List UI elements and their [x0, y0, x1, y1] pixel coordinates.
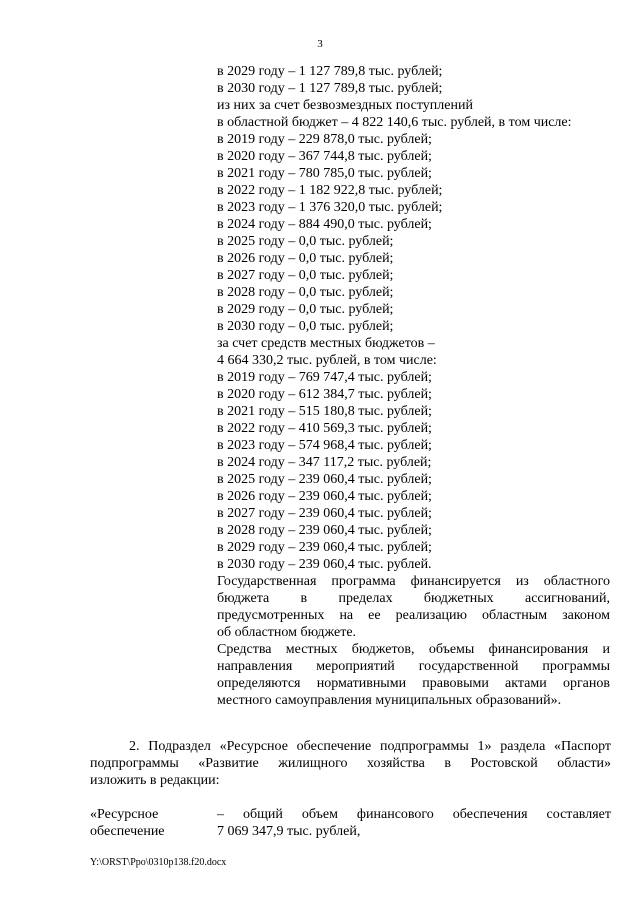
funding-line: в 2022 году – 1 182 922,8 тыс. рублей; — [217, 183, 443, 198]
funding-line: в 2029 году – 0,0 тыс. рублей; — [217, 302, 394, 317]
resource-text-line: – общий объем финансового обеспечения составляет — [217, 807, 611, 822]
funding-line: в 2029 году – 239 060,4 тыс. рублей; — [217, 540, 432, 555]
funding-line: 4 664 330,2 тыс. рублей, в том числе: — [217, 353, 437, 368]
paragraph-line: изложить в редакции: — [90, 773, 220, 788]
paragraph-line: об областном бюджете. — [217, 625, 357, 640]
funding-line: в 2019 году – 769 747,4 тыс. рублей; — [217, 370, 432, 385]
funding-line: в 2025 году – 0,0 тыс. рублей; — [217, 234, 394, 249]
paragraph-line: Государственная программа финансируется из областного — [217, 574, 610, 589]
paragraph-line: 2. Подраздел «Ресурсное обеспечение подпрограммы 1» раздела «Паспорт — [129, 739, 611, 754]
funding-lines — [217, 63, 610, 573]
funding-line: в 2023 году – 1 376 320,0 тыс. рублей; — [217, 200, 443, 215]
funding-line: в 2030 году – 1 127 789,8 тыс. рублей; — [217, 81, 443, 96]
paragraph-line: определяются нормативными правовыми актами органов — [217, 676, 610, 691]
funding-line: в областной бюджет – 4 822 140,6 тыс. рублей, в том числе: — [217, 115, 572, 130]
funding-line: в 2030 году – 239 060,4 тыс. рублей. — [217, 557, 432, 572]
funding-line: в 2019 году – 229 878,0 тыс. рублей; — [217, 132, 432, 147]
paragraph-line: Средства местных бюджетов, объемы финансирования и — [217, 642, 610, 657]
funding-line: в 2030 году – 0,0 тыс. рублей; — [217, 319, 394, 334]
page-number: 3 — [317, 38, 323, 50]
paragraph-line: предусмотренных на ее реализацию областным законом — [217, 608, 610, 623]
financing-paragraph — [217, 573, 610, 641]
funding-line: в 2028 году – 0,0 тыс. рублей; — [217, 285, 394, 300]
funding-column — [217, 63, 610, 709]
funding-line: в 2020 году – 612 384,7 тыс. рублей; — [217, 387, 432, 402]
funding-line: в 2020 году – 367 744,8 тыс. рублей; — [217, 149, 432, 164]
funding-line: в 2025 году – 239 060,4 тыс. рублей; — [217, 472, 432, 487]
funding-line: в 2026 году – 239 060,4 тыс. рублей; — [217, 489, 432, 504]
paragraph-line: местного самоуправления муниципальных образований». — [217, 693, 562, 708]
resource-label — [90, 806, 200, 840]
funding-line: из них за счет безвозмездных поступлений — [217, 98, 473, 113]
resource-label-line: «Ресурсное — [90, 807, 159, 822]
funding-line: в 2021 году – 780 785,0 тыс. рублей; — [217, 166, 432, 181]
funding-line: за счет средств местных бюджетов – — [217, 336, 435, 351]
funding-line: в 2022 году – 410 569,3 тыс. рублей; — [217, 421, 432, 436]
funding-line: в 2023 году – 574 968,4 тыс. рублей; — [217, 438, 432, 453]
resource-label-line: обеспечение — [90, 824, 165, 839]
resource-text-line: 7 069 347,9 тыс. рублей, — [217, 824, 361, 839]
funding-line: в 2027 году – 0,0 тыс. рублей; — [217, 268, 394, 283]
funding-line: в 2027 году – 239 060,4 тыс. рублей; — [217, 506, 432, 521]
resource-text — [217, 806, 611, 840]
funding-line: в 2026 году – 0,0 тыс. рублей; — [217, 251, 394, 266]
funding-line: в 2024 году – 347 117,2 тыс. рублей; — [217, 455, 432, 470]
local-funds-paragraph — [217, 641, 610, 709]
funding-line: в 2024 году – 884 490,0 тыс. рублей; — [217, 217, 432, 232]
paragraph-line: бюджета в пределах бюджетных ассигнований, — [217, 591, 610, 606]
funding-line: в 2028 году – 239 060,4 тыс. рублей; — [217, 523, 432, 538]
section-two-paragraph — [90, 738, 611, 789]
paragraph-line: направления мероприятий государственной программы — [217, 659, 610, 674]
paragraph-line: подпрограммы «Развитие жилищного хозяйства в Ростовской области» — [90, 756, 611, 771]
footer-file-path: Y:\ORST\Ppo\0310p138.f20.docx — [90, 857, 227, 868]
funding-line: в 2029 году – 1 127 789,8 тыс. рублей; — [217, 64, 443, 79]
funding-line: в 2021 году – 515 180,8 тыс. рублей; — [217, 404, 432, 419]
